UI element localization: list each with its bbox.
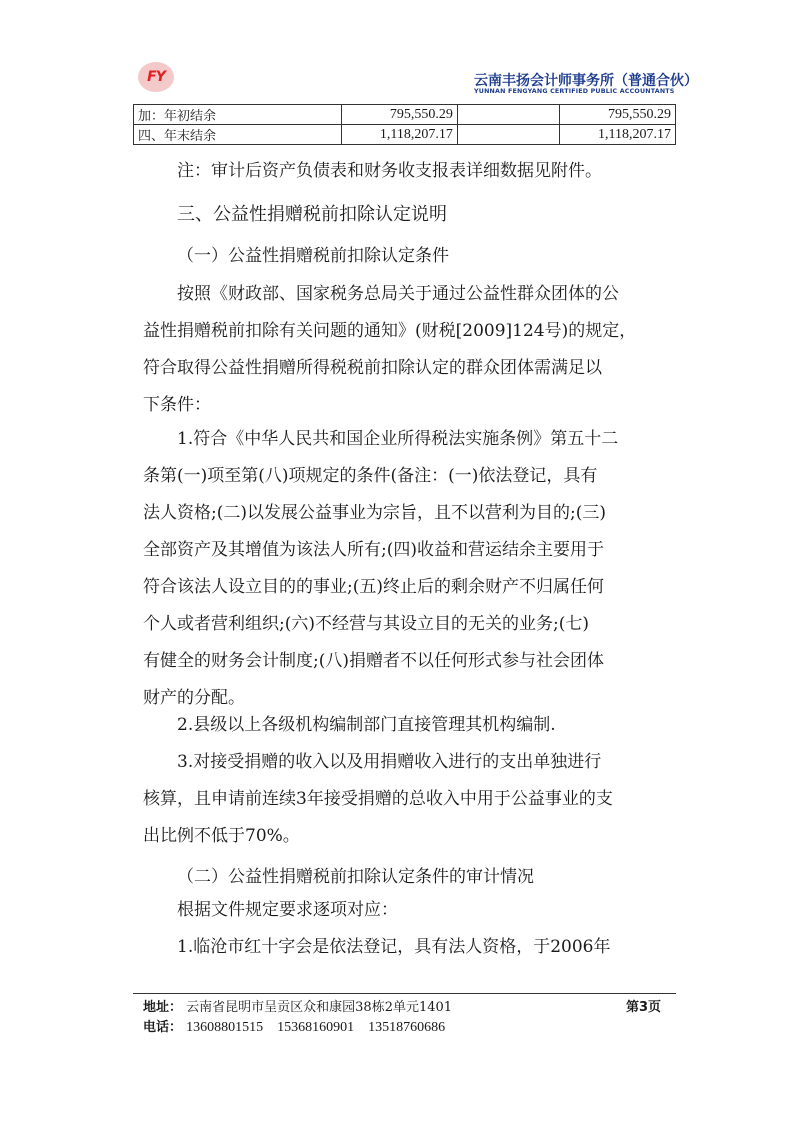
row-value: 795,550.29 (559, 105, 675, 125)
text-line: 根据文件规定要求逐项对应： (177, 900, 398, 920)
firm-name-en: YUNNAN FENGYANG CERTIFIED PUBLIC ACCOUNTANTS (474, 88, 675, 95)
row-value: 1,118,207.17 (559, 125, 675, 145)
address-text: 云南省昆明市呈贡区众和康园38栋2单元1401 (186, 1000, 453, 1015)
text-line: 1.符合《中华人民共和国企业所得税法实施条例》第五十二 (177, 429, 619, 449)
firm-name-cn: 云南丰扬会计师事务所（普通合伙） (474, 73, 698, 89)
text-line: 法人资格;(二)以发展公益事业为宗旨，且不以营利为目的;(三) (143, 503, 606, 523)
text-line: 核算，且申请前连续3年接受捐赠的总收入中用于公益事业的支 (143, 789, 613, 809)
paragraph-basis (143, 276, 673, 424)
row-value: 1,118,207.17 (341, 125, 457, 145)
text-line: 益性捐赠税前扣除有关问题的通知》(财税[2009]124号)的规定， (143, 321, 637, 341)
table-row (134, 125, 676, 145)
text-line: 个人或者营利组织;(六)不经营与其设立目的无关的业务;(七) (143, 614, 589, 634)
phone-numbers: 13608801515 15368160901 13518760686 (186, 1020, 446, 1035)
note: 注：审计后资产负债表和财务收支报表详细数据见附件。 (177, 161, 602, 181)
subsection-heading: （二）公益性捐赠税前扣除认定条件的审计情况 (177, 867, 534, 887)
text-line: 2.县级以上各级机构编制部门直接管理其机构编制. (177, 715, 556, 735)
text-line: 按照《财政部、国家税务总局关于通过公益性群众团体的公 (177, 284, 619, 304)
text-line: 符合取得公益性捐赠所得税税前扣除认定的群众团体需满足以 (143, 358, 602, 378)
section-heading: 三、公益性捐赠税前扣除认定说明 (177, 204, 447, 225)
table-row (134, 105, 676, 125)
address-label: 地址： (143, 1000, 183, 1015)
subsection-heading: （一）公益性捐赠税前扣除认定条件 (177, 246, 449, 266)
row-empty-cell (457, 105, 559, 125)
logo-text: FY (147, 69, 165, 85)
row-empty-cell (457, 125, 559, 145)
text-line: 符合该法人设立目的的事业;(五)终止后的剩余财产不归属任何 (143, 577, 604, 597)
paragraph-condition-1 (143, 421, 673, 717)
phone-label: 电话： (143, 1020, 183, 1035)
balance-table (133, 104, 676, 145)
row-label: 加：年初结余 (134, 105, 342, 125)
paragraph-finding-1 (143, 929, 673, 966)
text-line: 全部资产及其增值为该法人所有;(四)收益和营运结余主要用于 (143, 540, 604, 560)
footer-address (143, 996, 452, 1015)
text-line: 下条件： (143, 395, 211, 415)
row-label: 四、年末结余 (134, 125, 342, 145)
letterhead (0, 0, 793, 100)
footer-divider (133, 993, 676, 994)
text-line: 1.临沧市红十字会是依法登记，具有法人资格，于2006年 (177, 937, 611, 957)
page-number: 第3页 (626, 1000, 662, 1015)
text-line: 出比例不低于70%。 (143, 826, 300, 846)
paragraph-condition-2 (143, 707, 673, 744)
paragraph-condition-3 (143, 744, 673, 855)
text-line: 财产的分配。 (143, 688, 245, 708)
footer-phone (143, 1016, 445, 1036)
row-value: 795,550.29 (341, 105, 457, 125)
text-line: 3.对接受捐赠的收入以及用捐赠收入进行的支出单独进行 (177, 752, 602, 772)
paragraph-intro (143, 892, 673, 929)
text-line: 有健全的财务会计制度;(八)捐赠者不以任何形式参与社会团体 (143, 651, 604, 671)
firm-logo-icon (138, 62, 174, 92)
text-line: 条第(一)项至第(八)项规定的条件(备注：(一)依法登记，具有 (143, 466, 598, 486)
